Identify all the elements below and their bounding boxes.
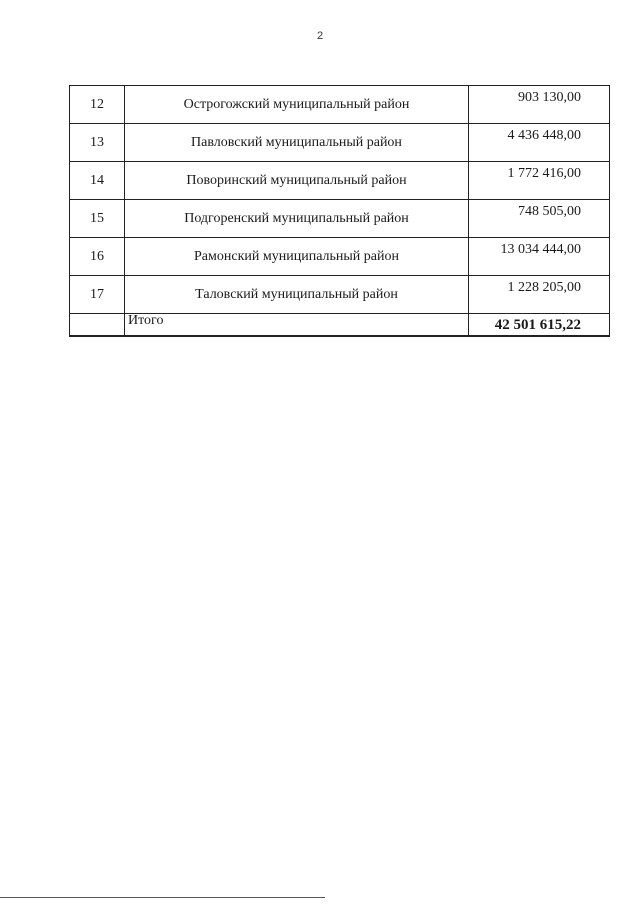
total-amount: 42 501 615,22 <box>469 314 610 337</box>
total-row <box>70 314 610 337</box>
footer-divider <box>0 897 325 898</box>
amount-value: 748 505,00 <box>469 200 610 238</box>
row-number: 12 <box>70 86 125 124</box>
amount-value: 903 130,00 <box>469 86 610 124</box>
total-number-cell <box>70 314 125 337</box>
allocation-table <box>69 85 610 337</box>
row-number: 13 <box>70 124 125 162</box>
row-number: 15 <box>70 200 125 238</box>
amount-value: 1 772 416,00 <box>469 162 610 200</box>
table-row <box>70 200 610 238</box>
amount-value: 1 228 205,00 <box>469 276 610 314</box>
district-name: Павловский муниципальный район <box>125 124 469 162</box>
district-name: Поворинский муниципальный район <box>125 162 469 200</box>
table-row <box>70 124 610 162</box>
row-number: 16 <box>70 238 125 276</box>
row-number: 14 <box>70 162 125 200</box>
district-name: Подгоренский муниципальный район <box>125 200 469 238</box>
table-row <box>70 276 610 314</box>
page-number: 2 <box>316 30 324 42</box>
table-row <box>70 238 610 276</box>
district-name: Острогожский муниципальный район <box>125 86 469 124</box>
table-row <box>70 162 610 200</box>
amount-value: 4 436 448,00 <box>469 124 610 162</box>
amount-value: 13 034 444,00 <box>469 238 610 276</box>
district-name: Таловский муниципальный район <box>125 276 469 314</box>
row-number: 17 <box>70 276 125 314</box>
table-row <box>70 86 610 124</box>
total-label: Итого <box>125 314 469 337</box>
district-name: Рамонский муниципальный район <box>125 238 469 276</box>
